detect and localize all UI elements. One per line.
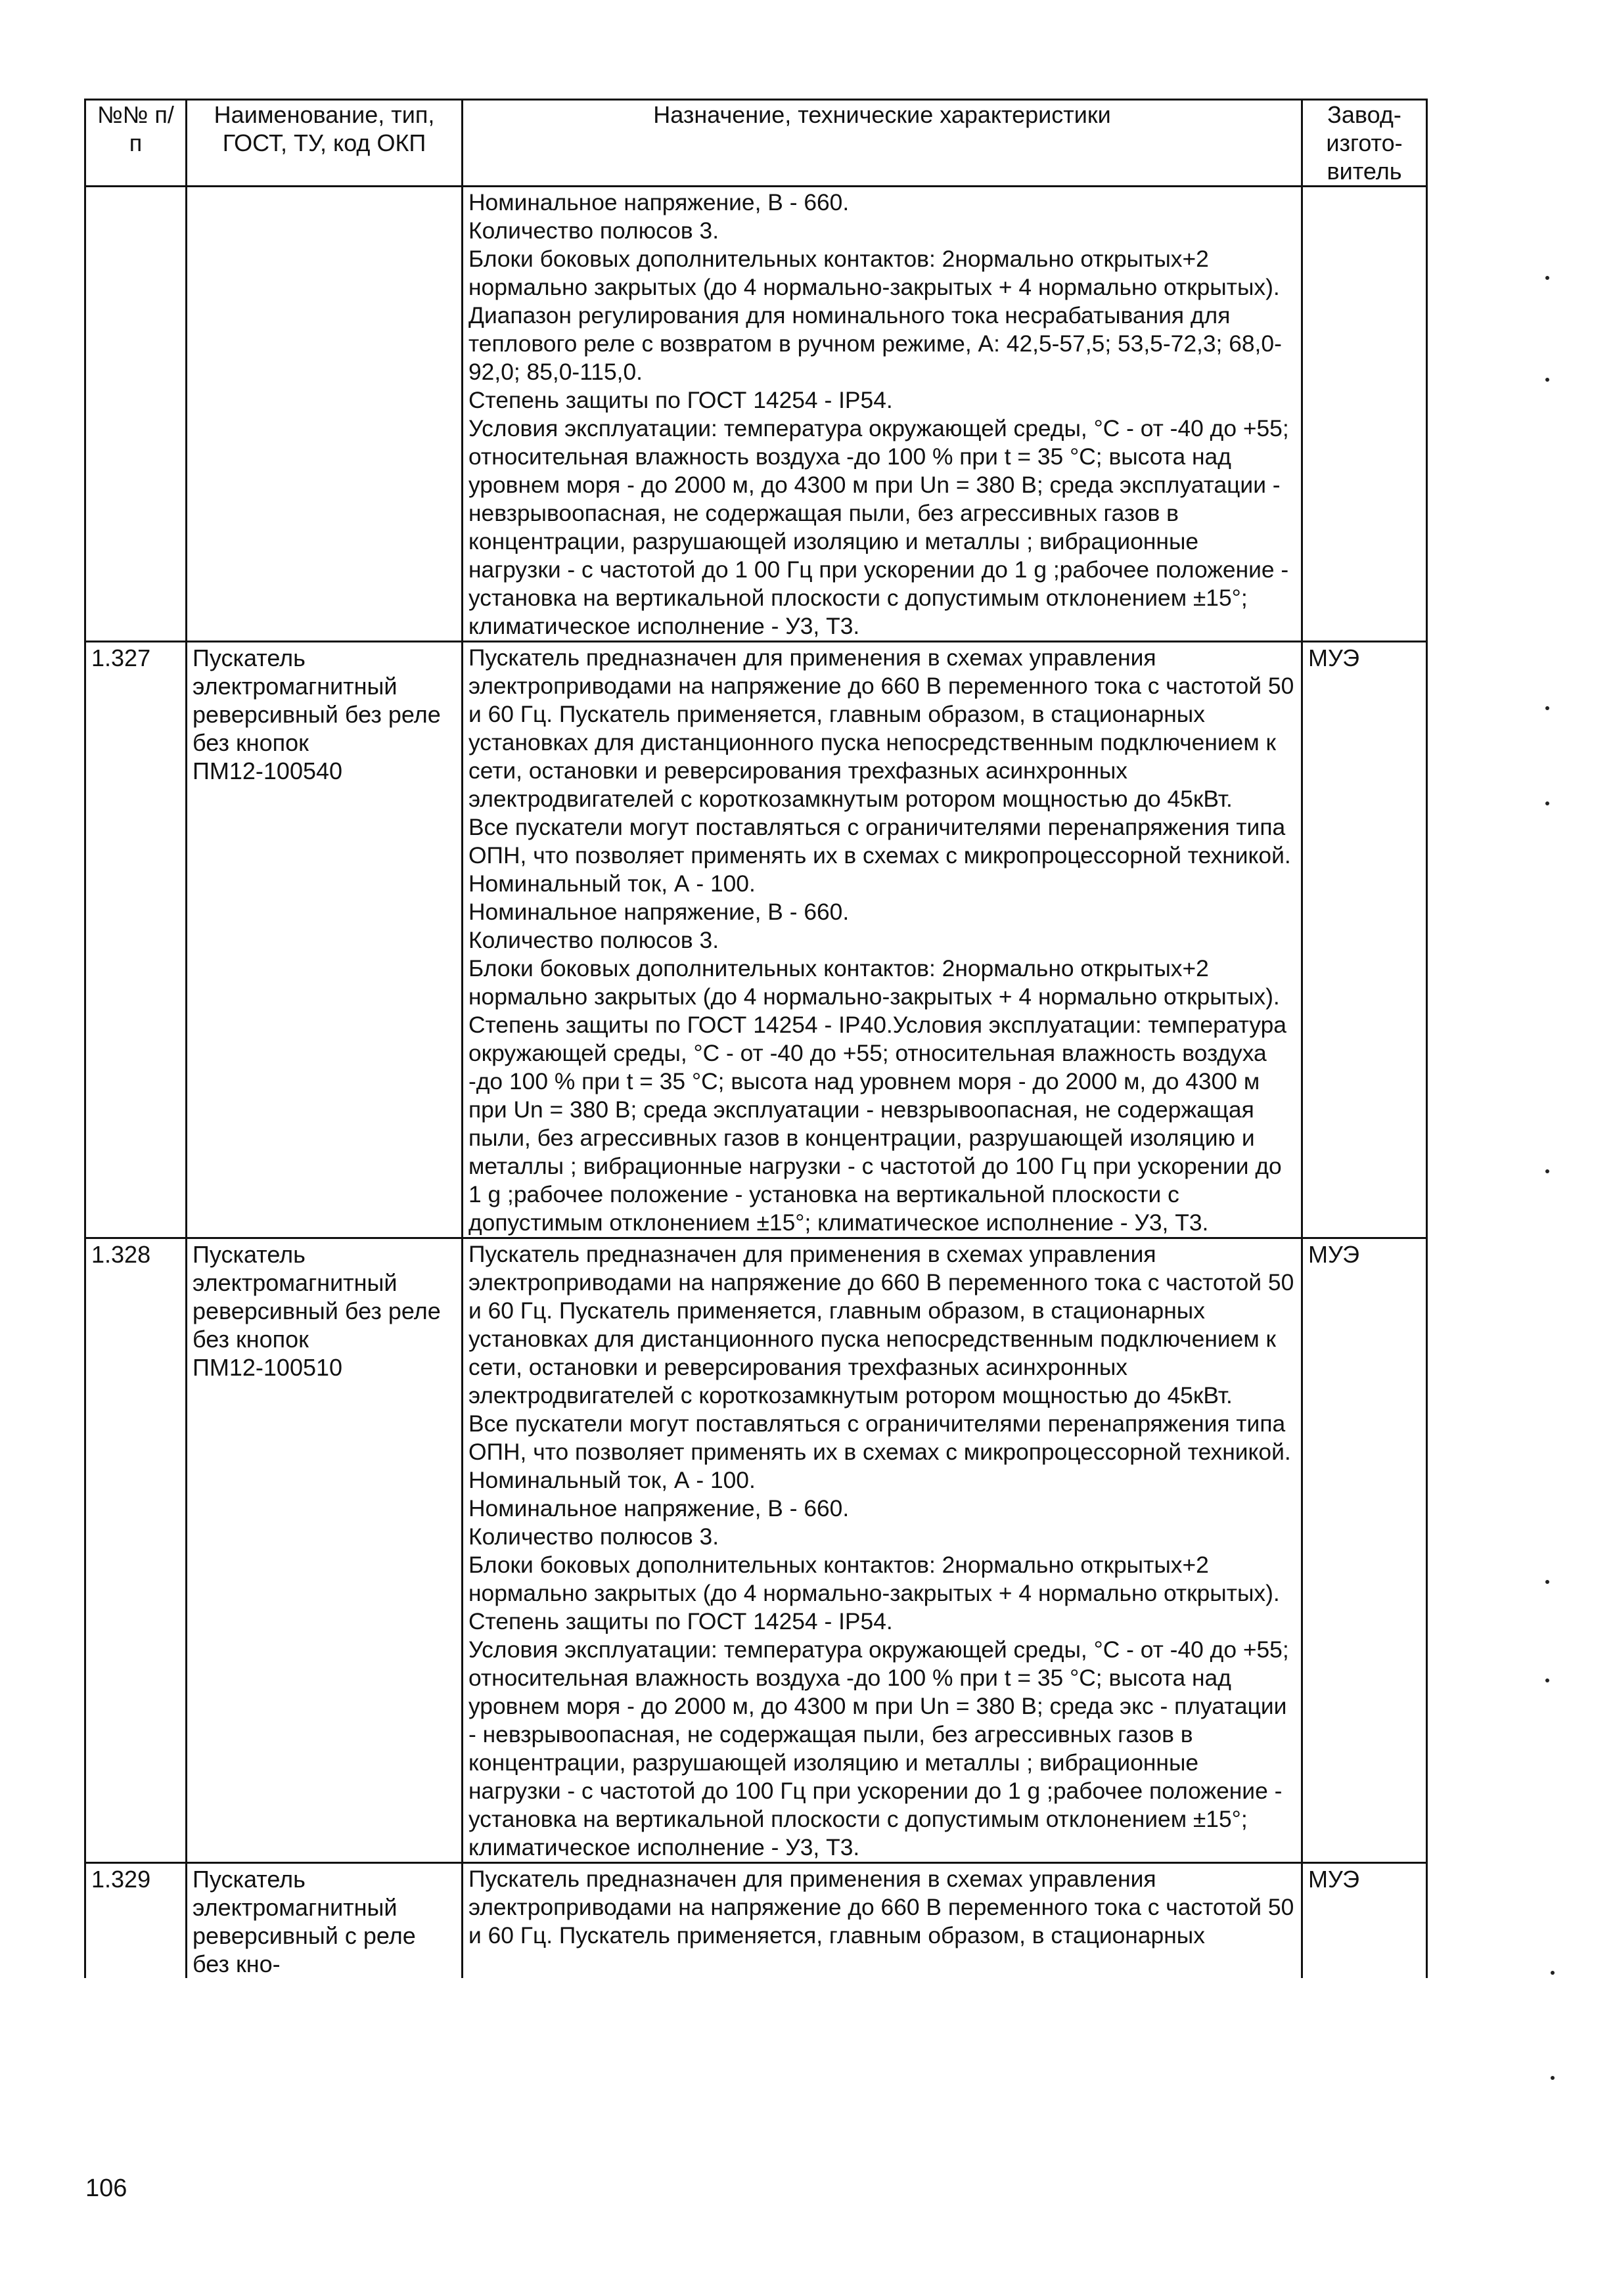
product-name: Пускатель электромагнитный реверсивный без реле без кнопок (193, 644, 441, 756)
header-specification: Назначение, технические характеристики (463, 100, 1302, 187)
scan-speck (1545, 1580, 1549, 1584)
scan-speck (1545, 706, 1549, 710)
spec-line: Пускатель предназначен для применения в схемах управления электроприводами на напряжение до 660 В переменного тока с частотой 50 и 60 Гц. Пускатель применяется, главным образом, в стационарных установках для дистанционного пуска непосредственным подключением к сети, остановки и реверсирования трехфазных асинхронных электродвигателей с короткозамкнутым ротором мощностью до 45кВт. (468, 1241, 1294, 1408)
spec-line: Количество полюсов 3. (468, 217, 719, 244)
row-specification (463, 1238, 1302, 1863)
scan-speck (1545, 1169, 1549, 1173)
row-name (187, 1863, 463, 1979)
specification-table (84, 99, 1428, 1978)
table-row (85, 1863, 1427, 1979)
table-row (85, 187, 1427, 642)
spec-line: Номинальное напряжение, В - 660. (468, 189, 850, 215)
row-manufacturer (1302, 187, 1427, 642)
header-number: №№ п/п (85, 100, 187, 187)
spec-line: Номинальное напряжение, В - 660. (468, 899, 850, 925)
spec-line: Номинальный ток, А - 100. (468, 870, 756, 897)
table-row (85, 642, 1427, 1238)
scan-speck (1551, 1971, 1555, 1975)
product-code: ПМ12-100510 (193, 1354, 343, 1381)
row-manufacturer: МУЭ (1302, 642, 1427, 1238)
spec-line: Блоки боковых дополнительных контактов: 2нормально открытых+2 нормально закрытых (до 4 нормально-закрытых + 4 нормально открытых). (468, 1552, 1280, 1606)
spec-line: Все пускатели могут поставляться с ограничителями перенапряжения типа ОПН, что позволяет применять их в схемах с микропроцессорной техникой. (468, 1410, 1291, 1465)
table-header-row (85, 100, 1427, 187)
scan-speck (1545, 276, 1549, 280)
scan-speck (1545, 378, 1549, 382)
page-number: 106 (85, 2174, 127, 2202)
row-specification (463, 642, 1302, 1238)
product-code: ПМ12-100540 (193, 757, 343, 784)
spec-line: Все пускатели могут поставляться с ограничителями перенапряжения типа ОПН, что позволяет применять их в схемах с микропроцессорной техникой. (468, 814, 1291, 868)
scan-speck (1545, 1678, 1549, 1682)
spec-line: Блоки боковых дополнительных контактов: 2нормально открытых+2 нормально закрытых (до 4 нормально-закрытых + 4 нормально открытых). (468, 955, 1280, 1010)
row-manufacturer: МУЭ (1302, 1238, 1427, 1863)
product-name: Пускатель электромагнитный реверсивный без реле без кнопок (193, 1241, 441, 1353)
row-number: 1.327 (85, 642, 187, 1238)
row-number: 1.328 (85, 1238, 187, 1863)
row-name (187, 1238, 463, 1863)
row-specification (463, 1863, 1302, 1979)
scan-speck (1551, 2076, 1555, 2080)
header-name: Наименование, тип, ГОСТ, ТУ, код ОКП (187, 100, 463, 187)
spec-line: Пускатель предназначен для применения в схемах управления электроприводами на напряжение до 660 В переменного тока с частотой 50 и 60 Гц. Пускатель применяется, главным образом, в стационарных установках для дистанционного пуска непосредственным подключением к сети, остановки и реверсирования трехфазных асинхронных электродвигателей с короткозамкнутым ротором мощностью до 45кВт. (468, 644, 1294, 812)
row-specification (463, 187, 1302, 642)
row-manufacturer: МУЭ (1302, 1863, 1427, 1979)
spec-line: Диапазон регулирования для номинального тока несрабатывания для теплового реле с возвратом в ручном режиме, А: 42,5-57,5; 53,5-72,3; 68,0-92,0; 85,0-115,0. (468, 302, 1282, 385)
table-row (85, 1238, 1427, 1863)
spec-line: Условия эксплуатации: температура окружающей среды, °С - от -40 до +55; относительная влажность воздуха -до 100 % при t = 35 °С; высота над уровнем моря - до 2000 м, до 4300 м при Un = 380 В; среда эксплуатации - невзрывоопасная, не содержащая пыли, без агрессивных газов в концентрации, разрушающей изоляцию и металлы ; вибрационные нагрузки - с частотой до 1 00 Гц при ускорении до 1 g ;рабочее положение - установка на вертикальной плоскости с допустимым отклонением ±15°; климатическое исполнение - У3, Т3. (468, 415, 1289, 639)
spec-line: Условия эксплуатации: температура окружающей среды, °С - от -40 до +55; относительная влажность воздуха -до 100 % при t = 35 °С; высота над уровнем моря - до 2000 м, до 4300 м при Un = 380 В; среда экс - плуатации - невзрывоопасная, не содержащая пыли, без агрессивных газов в концентрации, разрушающей изоляцию и металлы ; вибрационные нагрузки - с частотой до 100 Гц при ускорении до 1 g ;рабочее положение - установка на вертикальной плоскости с допустимым отклонением ±15°; климатическое исполнение - У3, Т3. (468, 1636, 1289, 1860)
spec-line: Пускатель предназначен для применения в схемах управления электроприводами на напряжение до 660 В переменного тока с частотой 50 и 60 Гц. Пускатель применяется, главным образом, в стационарных (468, 1866, 1294, 1948)
spec-line: Количество полюсов 3. (468, 927, 719, 953)
row-number (85, 187, 187, 642)
product-name: Пускатель электромагнитный реверсивный с реле без кно- (193, 1866, 416, 1977)
spec-line: Номинальное напряжение, В - 660. (468, 1495, 850, 1521)
row-name (187, 187, 463, 642)
scan-speck (1545, 801, 1549, 805)
spec-line: Степень защиты по ГОСТ 14254 - IP54. (468, 1608, 893, 1634)
header-manufacturer: Завод-изгото-витель (1302, 100, 1427, 187)
spec-line: Степень защиты по ГОСТ 14254 - IP54. (468, 387, 893, 413)
spec-line: Номинальный ток, А - 100. (468, 1467, 756, 1493)
row-number: 1.329 (85, 1863, 187, 1979)
spec-line: Степень защиты по ГОСТ 14254 - IP40.Условия эксплуатации: температура окружающей среды, °С - от -40 до +55; относительная влажность воздуха -до 100 % при t = 35 °С; высота над уровнем моря - до 2000 м, до 4300 м при Un = 380 В; среда эксплуатации - невзрывоопасная, не содержащая пыли, без агрессивных газов в концентрации, разрушающей изоляцию и металлы ; вибрационные нагрузки - с частотой до 100 Гц при ускорении до 1 g ;рабочее положение - установка на вертикальной плоскости с допустимым отклонением ±15°; климатическое исполнение - У3, Т3. (468, 1012, 1286, 1236)
spec-line: Блоки боковых дополнительных контактов: 2нормально открытых+2 нормально закрытых (до 4 нормально-закрытых + 4 нормально открытых). (468, 246, 1280, 300)
spec-line: Количество полюсов 3. (468, 1523, 719, 1550)
row-name (187, 642, 463, 1238)
